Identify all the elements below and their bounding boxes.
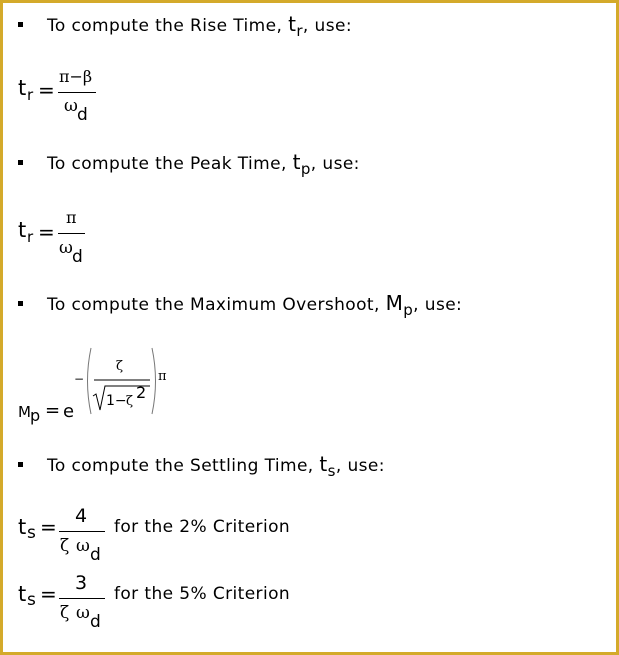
peak-time-symbol-sub: p	[300, 160, 311, 178]
settling-den-omega: ω	[76, 536, 90, 556]
rise-time-bullet	[18, 12, 352, 40]
peak-lhs-sub: r	[27, 228, 34, 246]
overshoot-lhs: M	[18, 403, 31, 421]
rise-lhs-sub: r	[27, 86, 34, 104]
bullet-icon	[18, 160, 23, 165]
settling-den-sub: d	[90, 545, 101, 565]
overshoot-radicand-one: 1−	[106, 393, 127, 409]
rise-time-symbol: t	[288, 12, 297, 36]
rise-time-symbol-sub: r	[296, 22, 303, 40]
rise-den-sub: d	[77, 105, 88, 125]
bullet-icon	[18, 462, 23, 467]
peak-fraction-bar	[58, 233, 85, 234]
rise-lhs: t	[18, 76, 27, 100]
settling-time-symbol: t	[319, 452, 328, 476]
settling-den-zeta: ζ	[60, 536, 70, 556]
rise-numerator: π−β	[59, 67, 93, 86]
settling-fraction-bar	[59, 531, 105, 532]
settling-time-text: To compute the Settling Time,	[47, 456, 314, 476]
settling-equals: =	[40, 515, 57, 539]
overshoot-lhs-sub: p	[30, 406, 41, 425]
overshoot-suffix: , use:	[413, 295, 463, 315]
overshoot-zeta: ζ	[116, 359, 124, 374]
overshoot-bullet	[18, 291, 463, 319]
overshoot-equals: =	[45, 400, 61, 421]
overshoot-text: To compute the Maximum Overshoot,	[47, 295, 380, 315]
settling-den-omega: ω	[76, 603, 90, 623]
rise-fraction-bar	[58, 92, 96, 93]
settling-den-sub: d	[90, 612, 101, 632]
settling-lhs: t	[18, 515, 27, 539]
peak-time-bullet	[18, 150, 360, 178]
settling-time-symbol-sub: s	[327, 462, 336, 480]
overshoot-minus: −	[74, 372, 85, 386]
left-paren-icon	[88, 348, 92, 414]
rise-time-text: To compute the Rise Time,	[47, 16, 283, 36]
overshoot-radicand-zeta: ζ	[126, 394, 134, 409]
settling-criterion-5pct: for the 5% Criterion	[114, 584, 291, 604]
settling-den-zeta: ζ	[60, 603, 70, 623]
right-paren-icon	[152, 348, 156, 414]
peak-time-suffix: , use:	[310, 154, 360, 174]
rise-den-omega: ω	[64, 96, 78, 116]
peak-time-symbol: t	[292, 150, 301, 174]
peak-numerator: π	[66, 208, 77, 227]
peak-den-sub: d	[72, 247, 83, 267]
settling-numerator: 3	[75, 572, 88, 594]
settling-time-suffix: , use:	[335, 456, 385, 476]
peak-equals: =	[38, 220, 55, 244]
rise-equals: =	[38, 78, 55, 102]
peak-time-text: To compute the Peak Time,	[47, 154, 287, 174]
settling-criterion-2pct: for the 2% Criterion	[114, 517, 291, 537]
settling-equals: =	[40, 582, 57, 606]
settling-lhs: t	[18, 582, 27, 606]
overshoot-pi: π	[158, 369, 167, 384]
overshoot-base: e	[63, 401, 75, 422]
bullet-icon	[18, 301, 23, 306]
settling-lhs-sub: s	[27, 590, 36, 610]
rise-time-suffix: , use:	[302, 16, 352, 36]
peak-den-omega: ω	[59, 238, 73, 258]
settling-fraction-bar	[59, 598, 105, 599]
settling-lhs-sub: s	[27, 523, 36, 543]
overshoot-symbol-sub: p	[403, 301, 414, 319]
overshoot-radicand-pow: 2	[136, 383, 147, 402]
overshoot-symbol: M	[385, 291, 404, 315]
settling-time-bullet	[18, 452, 385, 480]
peak-lhs: t	[18, 218, 27, 242]
settling-numerator: 4	[75, 505, 88, 527]
bullet-icon	[18, 22, 23, 27]
